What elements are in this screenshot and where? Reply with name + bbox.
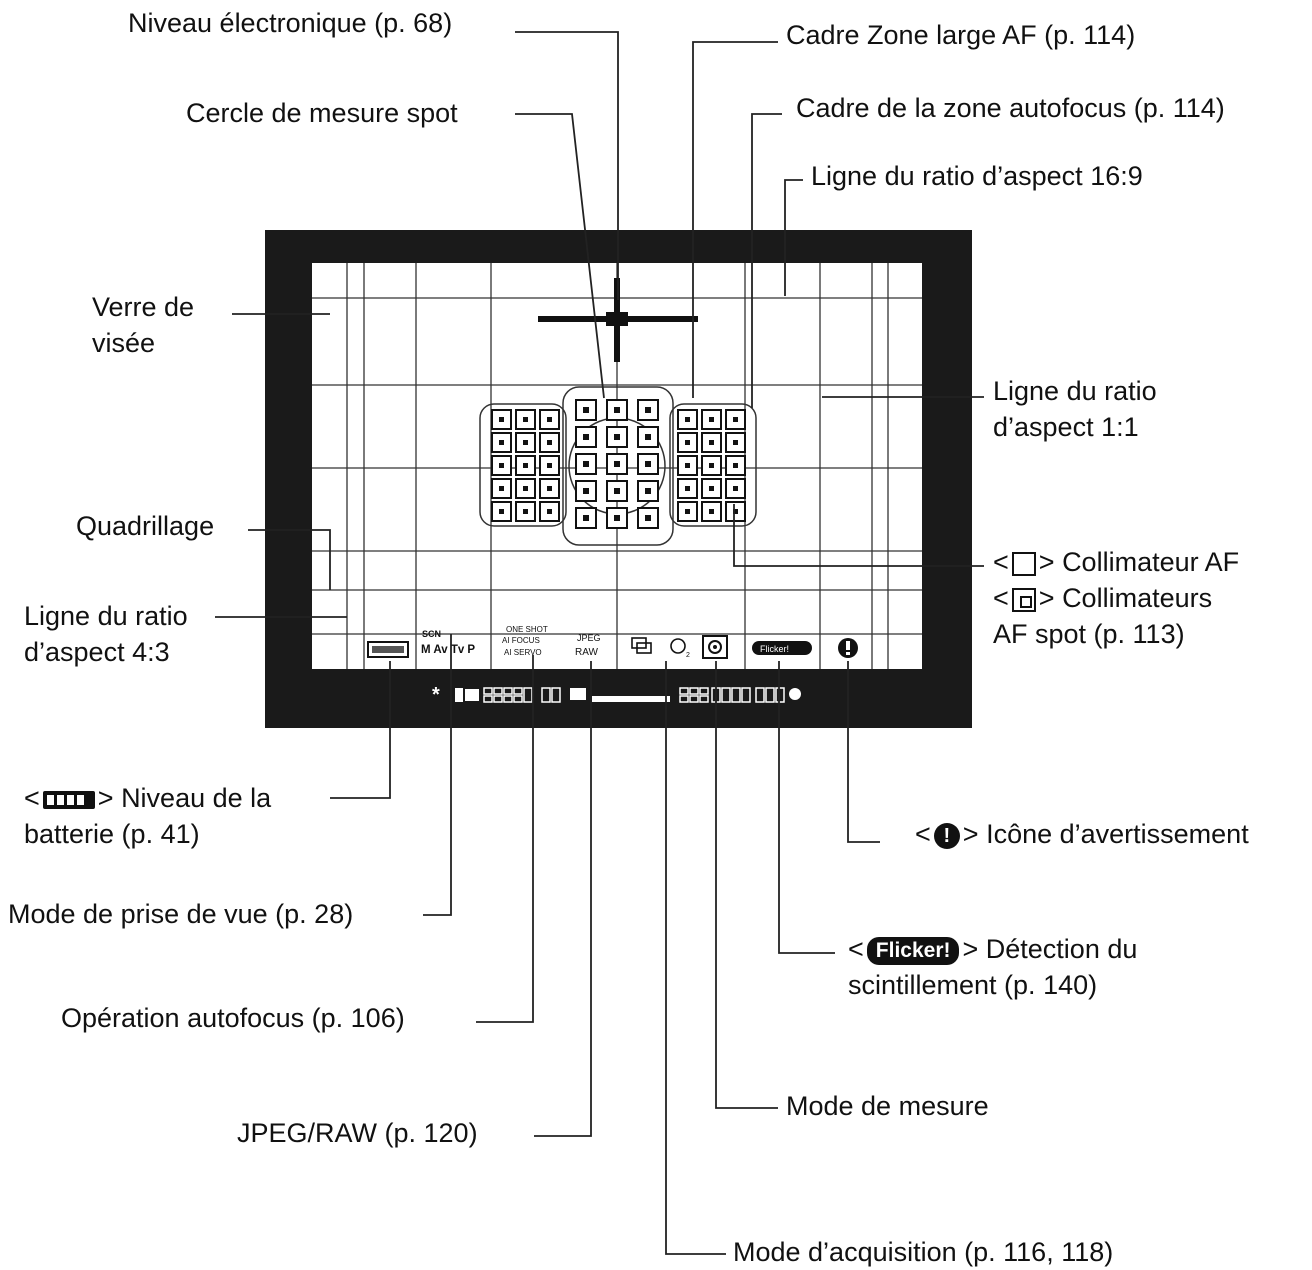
af-operation-aifocus-text: AI FOCUS [502, 636, 540, 645]
af-points-left [492, 410, 559, 521]
label-cercle-mesure-spot: Cercle de mesure spot [186, 98, 458, 128]
label-mode-acquisition: Mode d’acquisition (p. 116, 118) [733, 1237, 1114, 1267]
label-jpeg-raw: JPEG/RAW (p. 120) [237, 1118, 478, 1148]
label-ratio-16-9: Ligne du ratio d’aspect 16:9 [811, 161, 1143, 191]
af-points [492, 400, 745, 528]
af-points-center [576, 400, 658, 528]
flicker-icon [752, 641, 812, 655]
label-avertissement: < ! > Icône d’avertissement [915, 819, 1249, 849]
shooting-mode-scn-text: SCN [422, 629, 442, 639]
label-verre-visee: Verre de visée [92, 292, 195, 358]
battery-icon [368, 642, 408, 657]
warning-icon: ! [934, 823, 960, 849]
label-ratio-1-1: Ligne du ratio d’aspect 1:1 [993, 376, 1157, 442]
label-niveau-electronique: Niveau électronique (p. 68) [128, 8, 453, 38]
svg-text:*: * [432, 684, 440, 706]
af-operation-aiservo-text: AI SERVO [504, 648, 542, 657]
label-operation-af: Opération autofocus (p. 106) [61, 1003, 405, 1033]
warning-icon [838, 638, 858, 658]
svg-text:Flicker!: Flicker! [760, 644, 789, 654]
flicker-icon: Flicker! [867, 937, 960, 965]
shooting-mode-text: M Av Tv P [421, 644, 476, 656]
label-mode-mesure: Mode de mesure [786, 1091, 989, 1121]
af-operation-oneshot-text: ONE SHOT [506, 625, 548, 634]
battery-icon [43, 791, 95, 809]
label-scintillement: < Flicker! > Détection du scintillement (p. 140) [848, 934, 1138, 1000]
label-cadre-zone-af: Cadre de la zone autofocus (p. 114) [796, 93, 1225, 123]
metering-mode-icon [703, 636, 727, 658]
af-point-square-icon [1012, 552, 1036, 576]
svg-text:2: 2 [686, 652, 690, 659]
label-ratio-4-3: Ligne du ratio d’aspect 4:3 [24, 601, 188, 667]
label-batterie: < > Niveau de la batterie (p. 41) [24, 783, 272, 849]
label-cadre-zone-large: Cadre Zone large AF (p. 114) [786, 20, 1136, 50]
label-collimateurs-spot: < > Collimateurs AF spot (p. 113) [993, 583, 1213, 649]
label-mode-prise-vue: Mode de prise de vue (p. 28) [8, 899, 354, 929]
spot-af-point-icon [1012, 588, 1036, 612]
quality-jpeg-text: JPEG [577, 633, 601, 643]
label-quadrillage: Quadrillage [76, 511, 215, 541]
quality-raw-text: RAW [575, 647, 598, 658]
af-points-right [678, 410, 745, 521]
label-collimateur-af: < > Collimateur AF [993, 547, 1240, 577]
